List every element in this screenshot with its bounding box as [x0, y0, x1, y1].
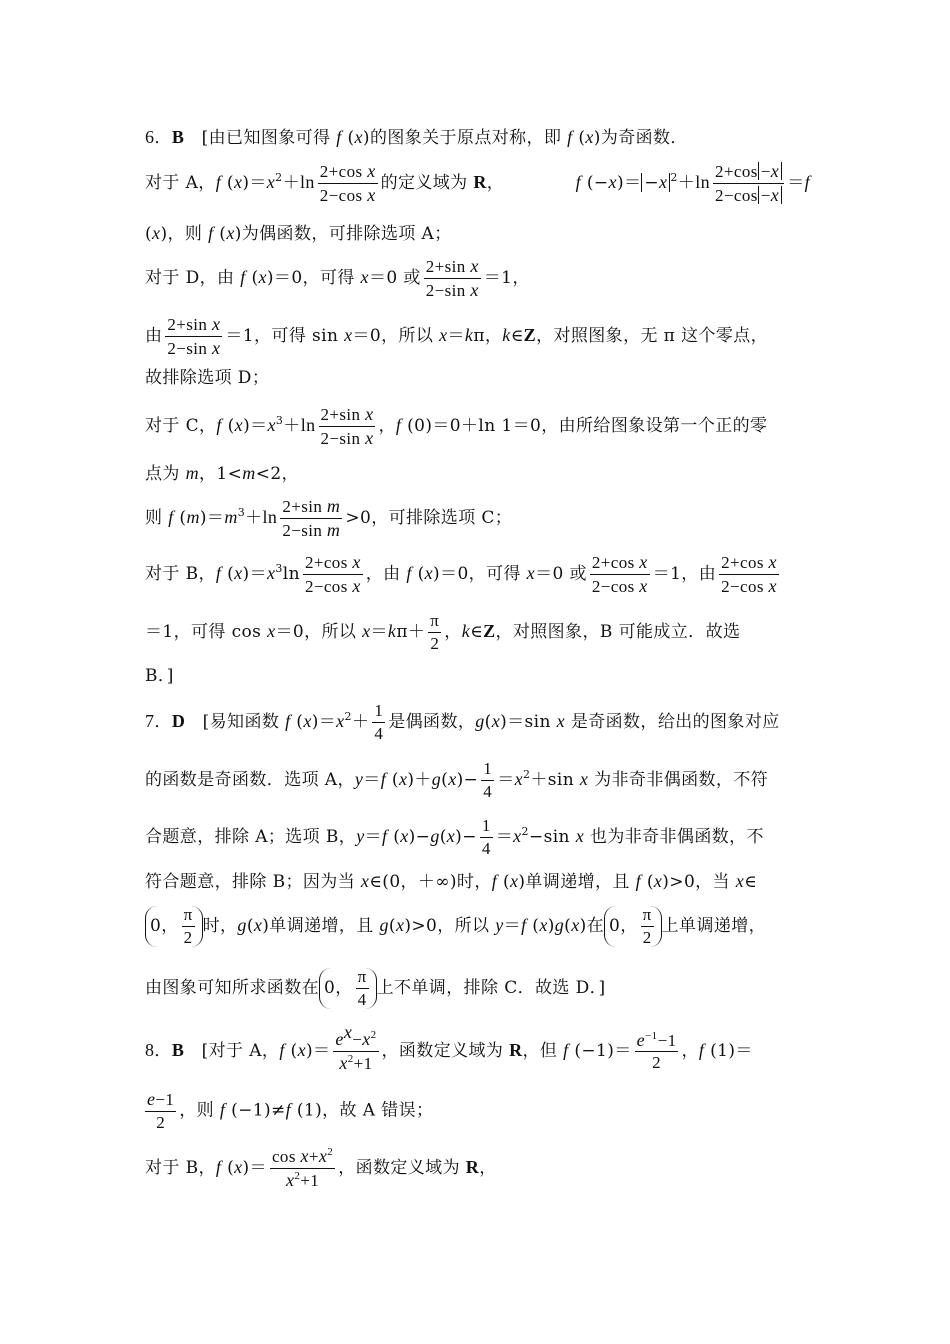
solution-6-header: 6．B [由已知图象可得 f (x)的图象关于原点对称，即 f (x)为奇函数． — [145, 127, 688, 148]
solution-6-option-a: 对于 A，f $(x)=x^2+\ln$ $\frac{\text{2+cos x}}{\text{2−cos x}}$ 的定义域为 R， f (−x)＝ −x $^2$＋ln $\frac{2+\cos -x}{2-\cos -x}$ ＝f — [145, 161, 810, 205]
solution-6-option-b: 对于 B，f $(x)=x^3\ln$ $\frac{\text{2+cos x}}{\text{2−cos x}}$ ，由 f (x)＝0，可得 x＝0 或 $\frac{\text{2+cos x}}{\text{2−cos x}}$ ＝1，由 $\frac{\text{2+cos x}}{\text{2−cos x}}$ — [145, 552, 777, 596]
solution-6-option-c: 对于 C，f $(x)=x^3+\ln$ $\frac{\text{2+sin x}}{\text{2−sin x}}$ ，f (0)＝0＋ln 1＝0，由所给图象设第一个正的零 — [145, 404, 768, 448]
solution-7-end: 由图象可知所求函数在 0， $\frac{\pi}{4}$ 上不单调，排除 C．故选 D．] — [145, 967, 606, 1009]
solution-6-option-c-cont: 点为 m，1<m<2， — [145, 463, 299, 484]
solution-8-header: 8．B [对于 A，f (x)＝ $\frac{e^x-x^2}{x^2+1}$ ，函数定义域为 R，但 f (−1)＝ $\frac{e^{-1}-1}{2}$ ，f (1)＝ — [145, 1022, 753, 1073]
solution-6-option-b-cont: ＝1，可得 cos x＝0，所以 x＝kπ＋ $\frac{\pi}{2}$ ，k∈Z，对照图象，B 可能成立．故选 — [145, 611, 741, 653]
solution-8-option-a-end: $\frac{e-1}{2}$ ，则 f (−1)≠f (1)，故 A 错误； — [147, 1089, 434, 1132]
solution-7-header: 7．D [易知函数 f $(x)=x^2+$ $\frac{1}{4}$ 是偶函数，g(x)＝sin x 是奇函数，给出的图象对应 — [145, 701, 780, 743]
solution-8-option-b: 对于 B，f (x)＝ $\frac{\cos x+x^2}{x^2+1}$ ，函数定义域为 R， — [145, 1146, 497, 1190]
solution-7-interval: 0， $\frac{\pi}{2}$ 时，g(x)单调递增，且 g(x)>0，所以 y＝f (x)g(x)在 0， $\frac{\pi}{2}$ 上单调递增， — [145, 906, 810, 947]
solution-7-monotonic: 符合题意，排除 B；因为当 x∈(0，＋∞)时，f (x)单调递增，且 f (x)>0，当 x∈ — [145, 871, 758, 892]
solution-7-option-a: 的函数是奇函数．选项 A，y＝f (x)＋g(x)− $\frac{1}{4}$ $=x^2+\sin$ x 为非奇非偶函数，不符 — [145, 759, 769, 801]
solution-7-option-b: 合题意，排除 A；选项 B，y＝f (x)−g(x)− $\frac{1}{4}$ $=x^2-\sin$ x 也为非奇非偶函数，不 — [145, 816, 764, 858]
solution-6-end: B．] — [145, 666, 174, 686]
solution-6-option-d: 对于 D，由 f (x)＝0，可得 x＝0 或 $\frac{\text{2+sin x}}{\text{2−sin x}}$ ＝1， — [145, 256, 530, 300]
solution-6-option-c-end: 则 f $(m)=m^3+\ln$ $\frac{\text{2+sin m}}{\text{2−sin m}}$ >0，可排除选项 C； — [145, 496, 513, 540]
solution-6-option-a-end: (x)，则 f (x)为偶函数，可排除选项 A； — [145, 223, 452, 244]
solution-6-option-d-end: 故排除选项 D； — [145, 368, 270, 388]
solution-6-option-d-cont: 由 $\frac{\text{2+sin x}}{\text{2−sin x}}$ ＝1，可得 sin x＝0，所以 x＝kπ，k∈Z，对照图象，无 π 这个零点， — [145, 314, 769, 358]
